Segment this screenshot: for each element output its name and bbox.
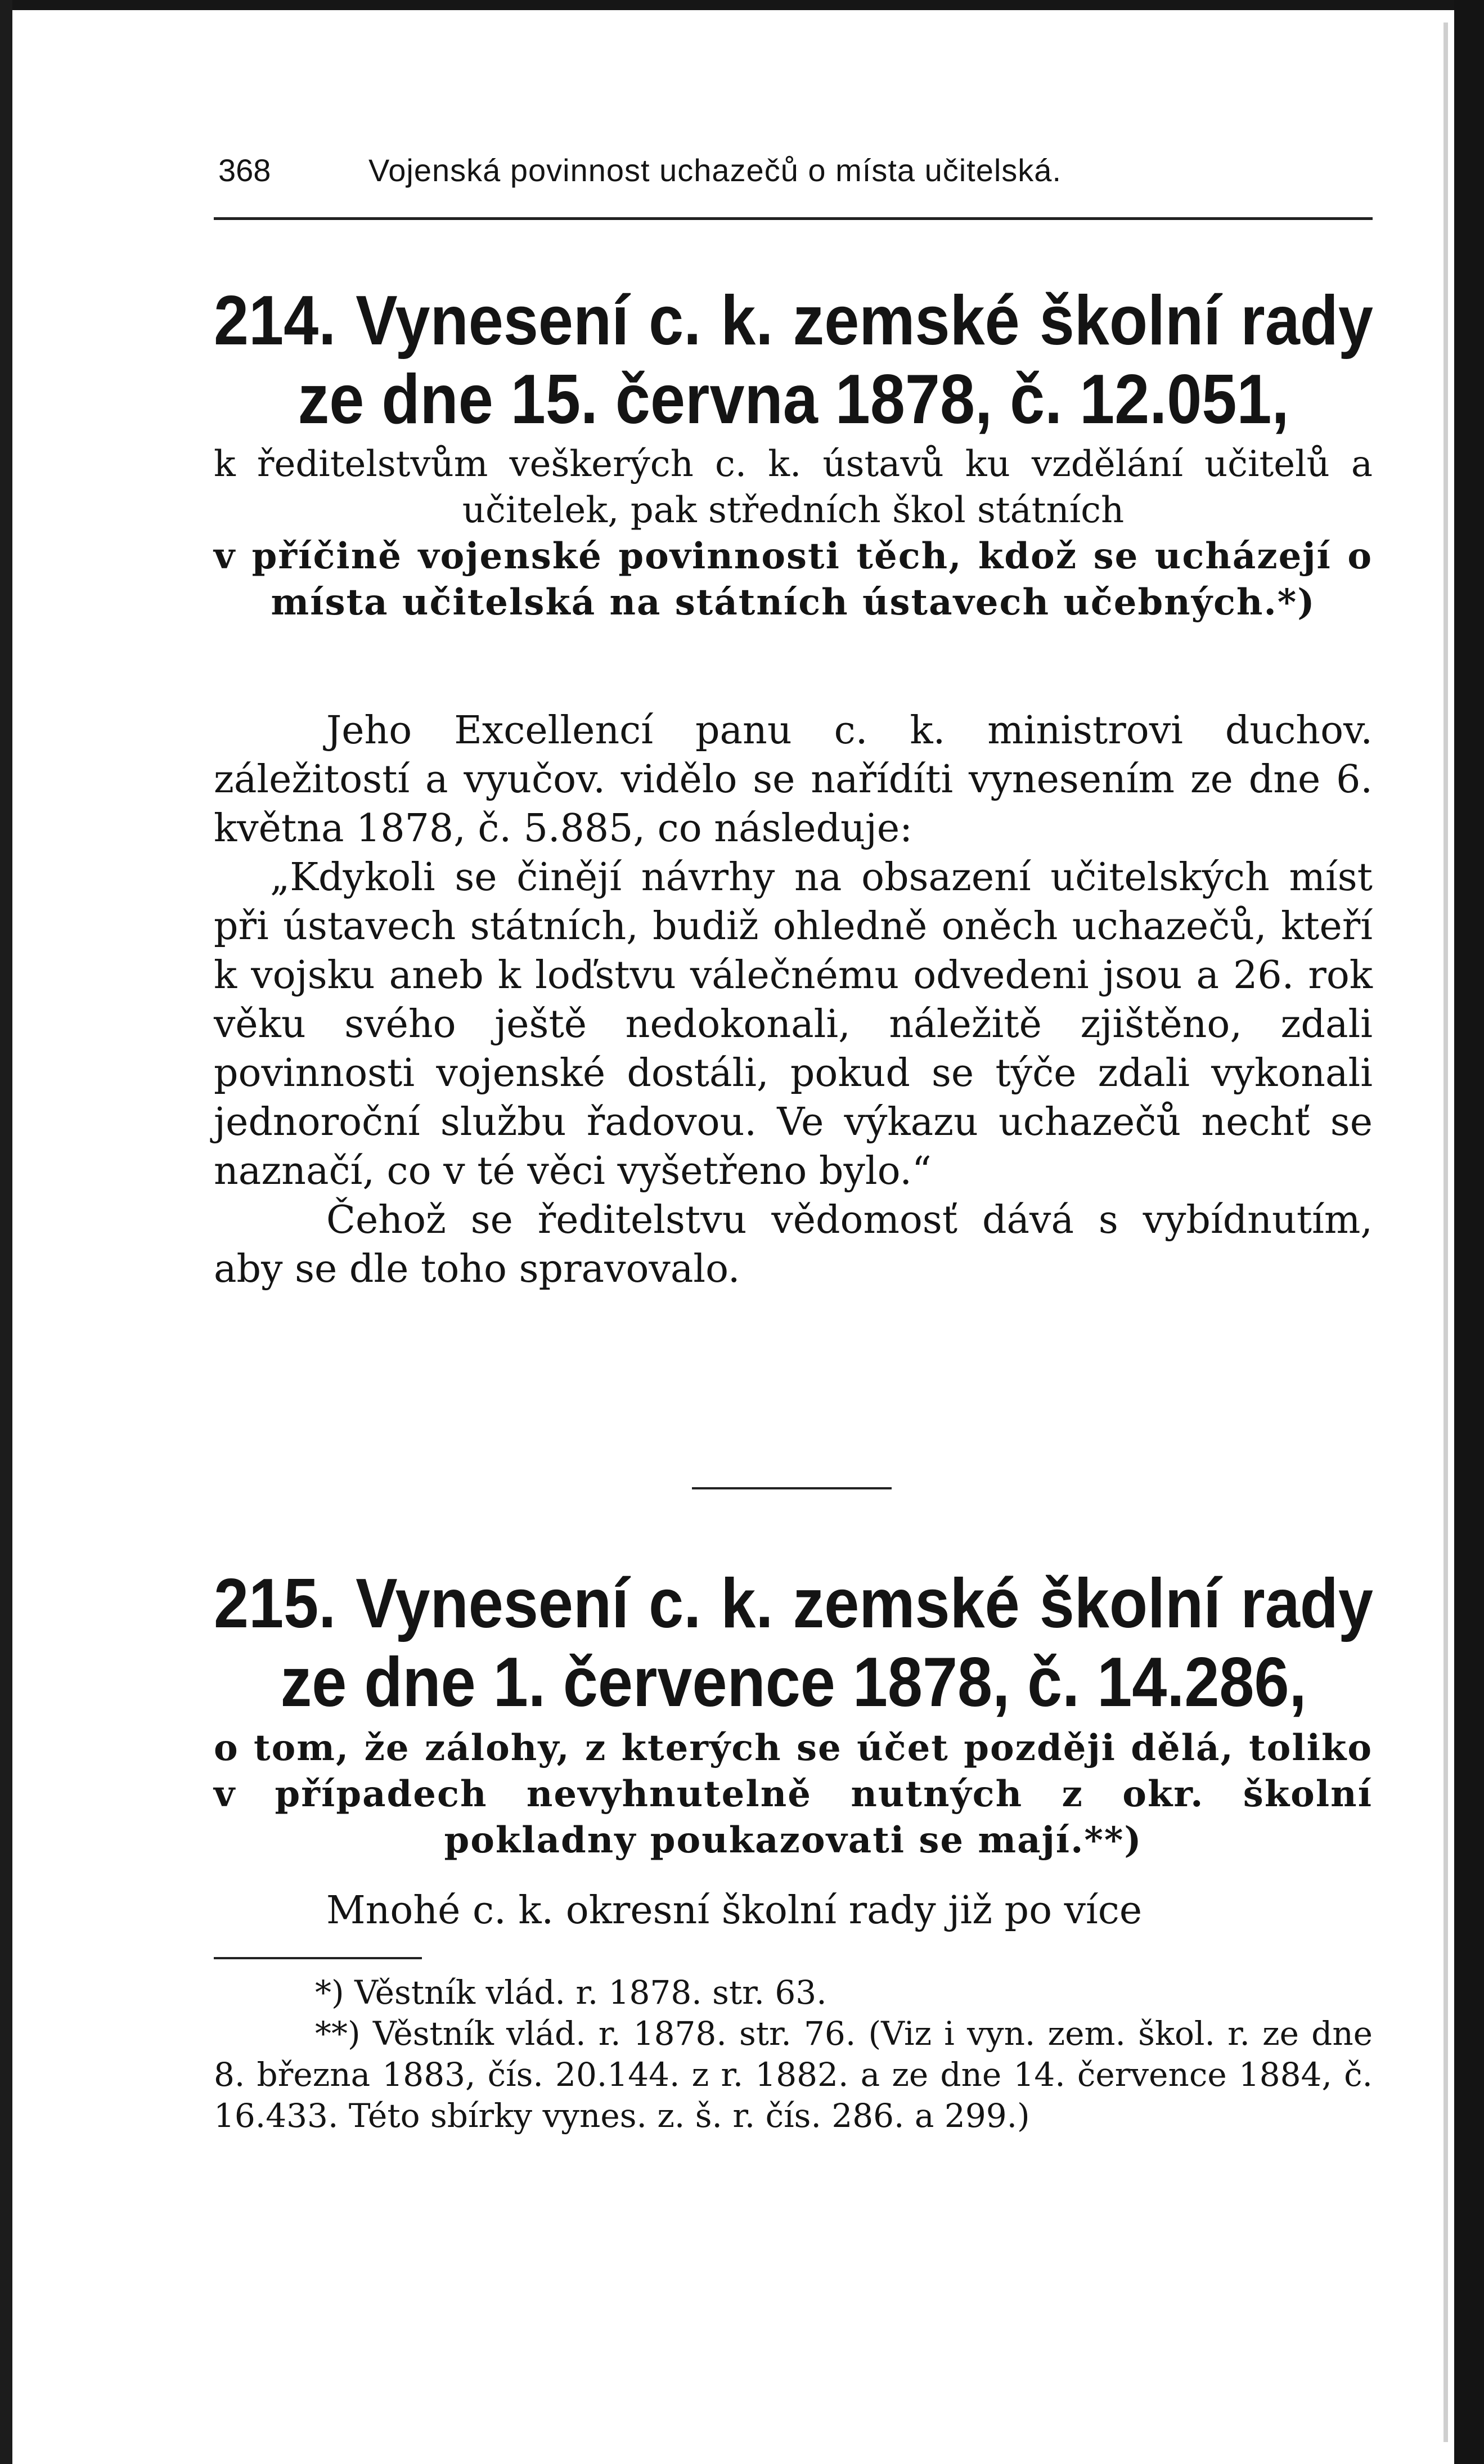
footnote-2: **) Věstník vlád. r. 1878. str. 76. (Viz i vyn. zem. škol. r. ze dne 8. března 1883, čís. 20.144. z r. 1882. a ze dne 14. července 1884, č. 16.433. Této sbírky vynes. z. š. r. čís. 286. a 299.) <box>214 2014 1373 2135</box>
section-215-heading-line1: 215. Vynesení c. k. zemské školní rady <box>214 1565 1373 1642</box>
footnote-rule <box>214 1957 422 1959</box>
page-number: 368 <box>218 152 271 188</box>
section-214-subtitle-plain: k ředitelstvům veškerých c. k. ústavů ku vzdělání učitelů a učitelek, pak středních škol státních <box>214 443 1373 531</box>
section-214-heading-line2: ze dne 15. června 1878, č. 12.051, <box>298 361 1289 438</box>
header-rule <box>214 217 1373 220</box>
section-divider <box>692 1487 892 1489</box>
section-215-paragraph: Mnohé c. k. okresní školní rady již po více <box>326 1888 1143 1933</box>
section-215-subtitle: o tom, že zálohy, z kterých se účet později dělá, toliko v případech nevyhnutelně nutných z okr. školní pokladny poukazovati se mají.**) <box>214 1727 1373 1861</box>
scan-border-left <box>0 0 12 2464</box>
scan-border-right <box>1454 0 1484 2464</box>
section-215-heading <box>214 1564 1373 1722</box>
footnotes <box>214 1972 1373 2137</box>
page-edge <box>1443 23 1448 2442</box>
section-214-body <box>214 706 1373 1294</box>
section-215 <box>214 1564 1373 1935</box>
section-214-heading <box>214 281 1373 439</box>
section-214-paragraph-2: „Kdykoli se činějí návrhy na obsazení učitelských míst při ústavech státních, budiž ohledně oněch uchazečů, kteří k vojsku aneb k loďstvu válečnému odvedeni jsou a 26. rok věku svého ještě nedokonali, náležitě zjištěno, zdali povinnosti vojenské dostáli, pokud se týče zdali vykonali jednoroční službu řadovou. Ve výkazu uchazečů nechť se naznačí, co v té věci vyšetřeno bylo.“ <box>214 855 1373 1193</box>
footnote-1: *) Věstník vlád. r. 1878. str. 63. <box>315 1973 827 2012</box>
section-215-heading-line2: ze dne 1. července 1878, č. 14.286, <box>280 1644 1307 1721</box>
section-214-subtitle-bold: v příčině vojenské povinnosti těch, kdož se ucházejí o místa učitelská na státních ústavech učebných.*) <box>214 535 1373 623</box>
section-214-subtitle <box>214 441 1373 626</box>
scan-border-top <box>0 0 1484 10</box>
section-214-heading-line1: 214. Vynesení c. k. zemské školní rady <box>214 282 1373 360</box>
section-214-paragraph-1: Jeho Excellencí panu c. k. ministrovi duchov. záležitostí a vyučov. vidělo se nařídíti vynesením ze dne 6. května 1878, č. 5.885, co následuje: <box>214 708 1373 851</box>
section-214 <box>214 281 1373 626</box>
running-title: Vojenská povinnost uchazečů o místa učitelská. <box>368 152 1062 188</box>
section-214-paragraph-3: Čehož se ředitelstvu vědomosť dává s vybídnutím, aby se dle toho spravovalo. <box>214 1198 1373 1291</box>
running-head <box>214 152 1373 203</box>
